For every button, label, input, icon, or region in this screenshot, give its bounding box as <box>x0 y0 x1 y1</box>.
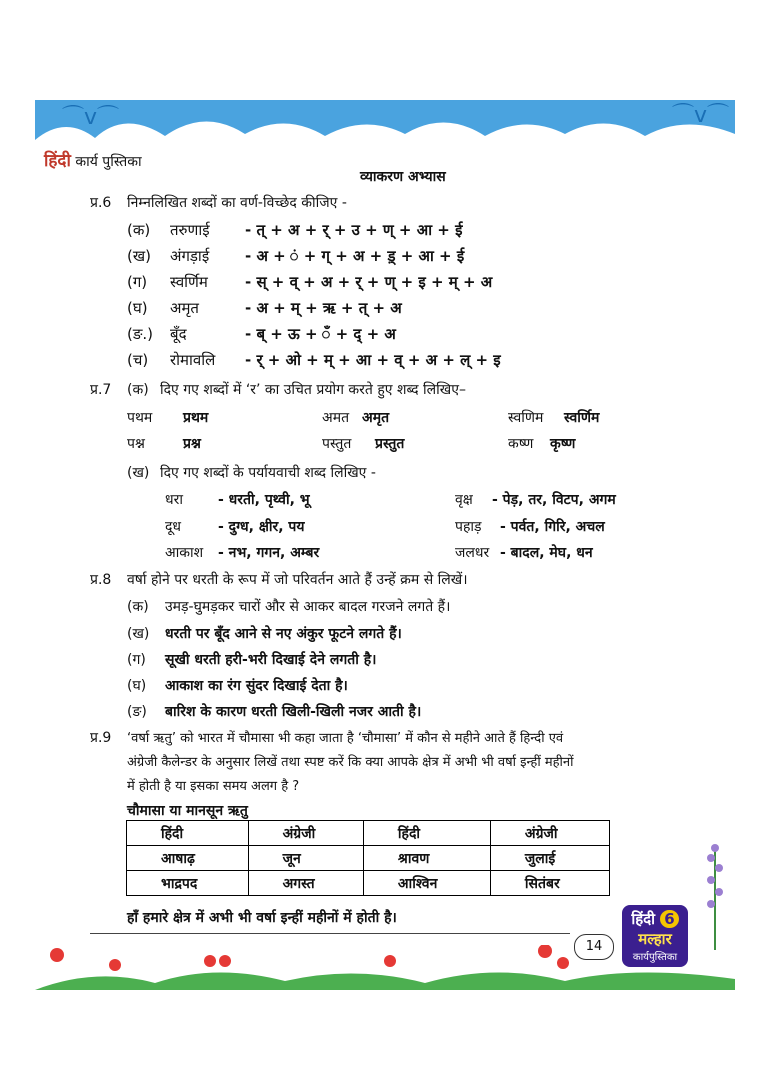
r-word-answer: स्वर्णिम <box>564 410 600 426</box>
r-word-given: पथम <box>127 410 153 426</box>
r-word-answer: प्रथम <box>183 410 209 426</box>
synonym-word: वृक्ष <box>455 492 473 508</box>
r-word-given: अमत <box>322 410 350 426</box>
q6-item-label: (घ) <box>127 299 148 317</box>
q6-item-answer: - स् + व् + अ + र् + ण् + इ + म् + अ <box>245 273 493 291</box>
synonym-answer: - बादल, मेघ, धन <box>500 545 593 561</box>
q9-line-1: ‘वर्षा ऋतु’ को भारत में चौमासा भी कहा जाता है ‘चौमासा’ में कौन से महीने आते हैं हिन्दी एवं <box>127 731 564 746</box>
q8-item-label: (ग) <box>127 652 146 668</box>
synonym-word: आकाश <box>165 545 204 561</box>
q8-item-label: (घ) <box>127 678 147 694</box>
book-title-hindi: हिंदी <box>44 151 71 171</box>
r-word-given: कष्ण <box>508 436 534 452</box>
q9-number: प्र.9 <box>90 730 112 746</box>
table-cell: जुलाई <box>490 846 609 871</box>
q6-item-word: तरुणाई <box>170 221 210 239</box>
table-row <box>127 871 610 896</box>
q9-line-3: में होती है या इसका समय अलग है ? <box>127 779 300 794</box>
q6-item-answer: - अ + ं + ग् + अ + ड़् + आ + ई <box>245 247 465 265</box>
table-cell: अंग्रेजी <box>490 821 609 846</box>
book-logo <box>622 905 688 967</box>
synonym-answer: - पर्वत, गिरि, अचल <box>500 519 605 535</box>
q6-item-label: (क) <box>127 221 151 239</box>
q7-number: प्र.7 <box>90 382 112 398</box>
table-cell: जून <box>248 846 363 871</box>
q6-item-label: (ग) <box>127 273 148 291</box>
table-cell: हिंदी <box>127 821 249 846</box>
book-title <box>44 148 142 171</box>
synonym-word: जलधर <box>455 545 490 561</box>
r-word-given: स्वणिम <box>508 410 544 426</box>
table-cell: आश्विन <box>363 871 490 896</box>
section-title: व्याकरण अभ्यास <box>360 169 446 185</box>
table-cell: भाद्रपद <box>127 871 249 896</box>
q6-item-label: (ख) <box>127 247 151 265</box>
q9-line-2: अंग्रेजी कैलेन्डर के अनुसार लिखें तथा स्पष्ट करें कि क्या आपके क्षेत्र में अभी भी वर्षा इन्हीं महीनों <box>127 755 574 770</box>
table-title: चौमासा या मानसून ऋतु <box>127 803 248 819</box>
bird-icon: ⌒v⌒ <box>672 103 730 128</box>
q6-item-word: रोमावलि <box>170 351 216 369</box>
logo-class-number: 6 <box>660 910 678 928</box>
q8-item-text: सूखी धरती हरी-भरी दिखाई देने लगती है। <box>165 652 377 668</box>
q8-number: प्र.8 <box>90 572 112 588</box>
q6-item-word: बूँद <box>170 325 187 343</box>
r-word-answer: प्रश्न <box>183 436 201 452</box>
r-word-answer: कृष्ण <box>550 436 576 452</box>
r-word-given: पश्न <box>127 436 145 452</box>
synonym-answer: - धरती, पृथ्वी, भू <box>218 492 310 508</box>
q8-item-text: आकाश का रंग सुंदर दिखाई देता है। <box>165 678 348 694</box>
r-word-answer: प्रस्तुत <box>375 436 405 452</box>
table-row <box>127 821 610 846</box>
q7-part-b-label: (ख) <box>127 465 150 481</box>
synonym-word: दूध <box>165 519 182 535</box>
q6-item-label: (ङ.) <box>127 325 154 343</box>
q8-prompt: वर्षा होने पर धरती के रूप में जो परिवर्तन आते हैं उन्हें क्रम से लिखें। <box>127 572 468 588</box>
table-cell: सितंबर <box>490 871 609 896</box>
months-table <box>126 820 610 896</box>
r-word-answer: अमृत <box>362 410 390 426</box>
r-word-given: पस्तुत <box>322 436 352 452</box>
table-cell: अंग्रेजी <box>248 821 363 846</box>
logo-malhar: मल्हार <box>638 930 672 948</box>
q8-item-label: (ख) <box>127 626 150 642</box>
lavender-decoration <box>700 840 730 950</box>
q7-part-b-prompt: दिए गए शब्दों के पर्यायवाची शब्द लिखिए - <box>160 465 376 481</box>
q9-answer: हाँ हमारे क्षेत्र में अभी भी वर्षा इन्हीं महीनों में होती है। <box>127 910 397 926</box>
bird-icon: ⌒v⌒ <box>62 105 120 130</box>
logo-workbook: कार्यपुस्तिका <box>632 952 678 963</box>
q6-item-answer: - ब् + ऊ + ँ + द् + अ <box>245 325 396 343</box>
q6-item-label: (च) <box>127 351 149 369</box>
book-title-rest: कार्य पुस्तिका <box>75 154 142 170</box>
q6-item-word: अमृत <box>170 299 199 317</box>
synonym-word: पहाड़ <box>455 519 482 535</box>
q7-part-a-label: (क) <box>127 382 149 398</box>
table-cell: अगस्त <box>248 871 363 896</box>
q6-item-answer: - र् + ओ + म् + आ + व् + अ + ल् + इ <box>245 351 501 369</box>
q8-item-label: (क) <box>127 599 149 615</box>
q8-item-text: धरती पर बूँद आने से नए अंकुर फूटने लगते हैं। <box>165 626 402 642</box>
q6-item-word: अंगड़ाई <box>170 247 210 265</box>
table-cell: श्रावण <box>363 846 490 871</box>
q6-number: प्र.6 <box>90 195 112 211</box>
synonym-answer: - पेड़, तर, विटप, अगम <box>492 492 616 508</box>
table-cell: आषाढ़ <box>127 846 249 871</box>
q6-prompt: निम्नलिखित शब्दों का वर्ण-विच्छेद कीजिए - <box>127 195 347 211</box>
q6-item-word: स्वर्णिम <box>170 273 208 291</box>
q7-part-a-prompt: दिए गए शब्दों में ‘र’ का उचित प्रयोग करते हुए शब्द लिखिए– <box>160 382 466 398</box>
page-number: 14 <box>574 934 614 960</box>
q8-item-text: बारिश के कारण धरती खिली-खिली नजर आती है। <box>165 704 422 720</box>
table-cell: हिंदी <box>363 821 490 846</box>
q8-item-text: उमड़-घुमड़कर चारों और से आकर बादल गरजने लगते हैं। <box>165 599 451 615</box>
logo-hindi: हिंदी <box>631 910 656 928</box>
q8-item-label: (ङ) <box>127 704 147 720</box>
footer-rule <box>90 933 570 934</box>
synonym-answer: - नभ, गगन, अम्बर <box>218 545 320 561</box>
synonym-word: धरा <box>165 492 183 508</box>
table-row <box>127 846 610 871</box>
q6-item-answer: - अ + म् + ऋ + त् + अ <box>245 299 402 317</box>
q6-item-answer: - त् + अ + र् + उ + ण् + आ + ई <box>245 221 463 239</box>
synonym-answer: - दुग्ध, क्षीर, पय <box>218 519 305 535</box>
